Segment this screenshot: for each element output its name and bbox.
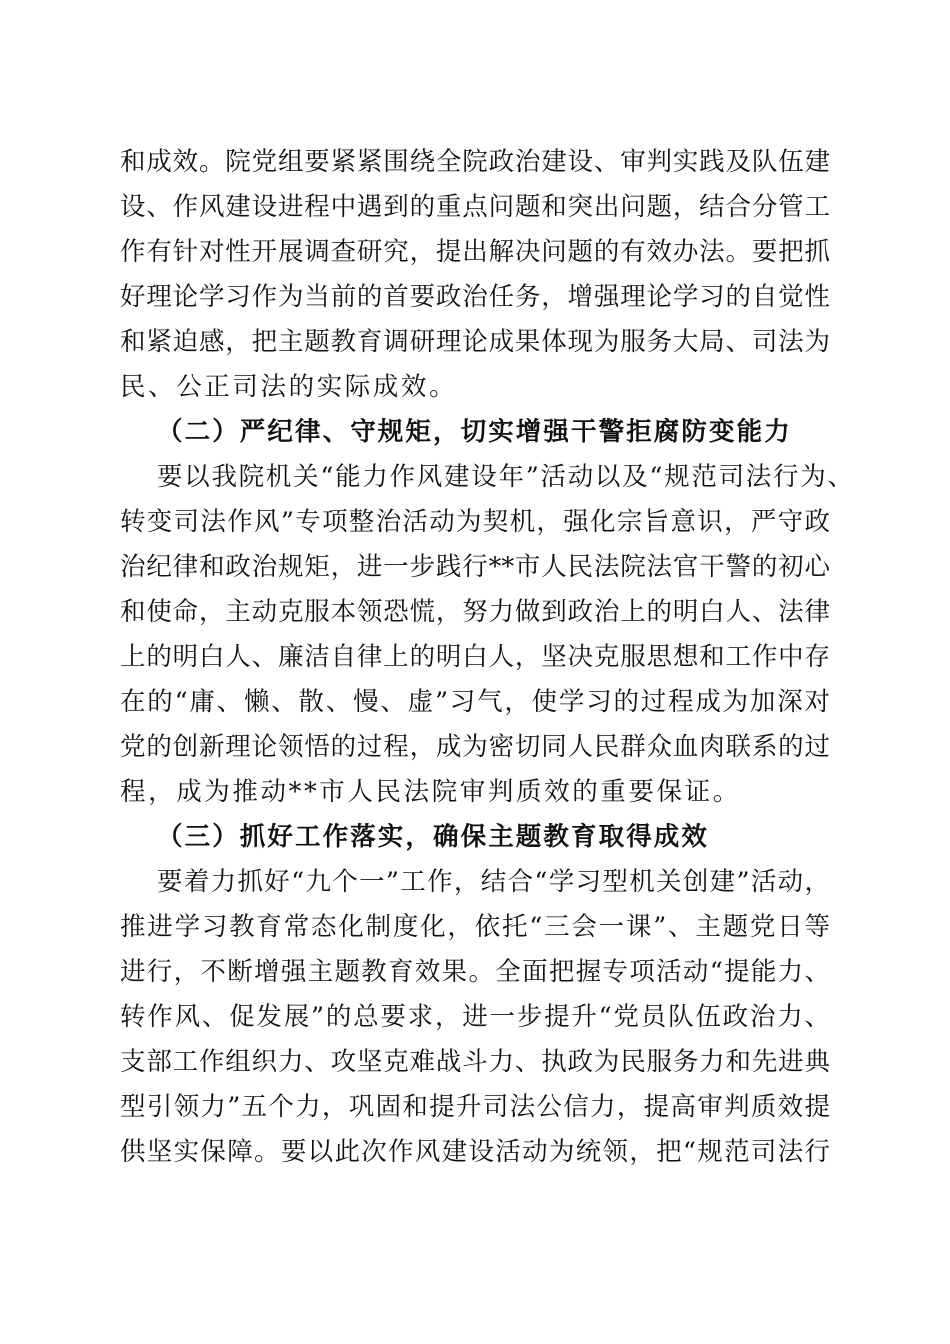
section-heading-2: （二）严纪律、守规矩，切实增强干警拒腐防变能力: [157, 417, 792, 447]
text-line: 上的明白人、廉洁自律上的明白人，坚决克服思想和工作中存: [120, 642, 830, 672]
text-line: 好理论学习作为当前的首要政治任务，增强理论学习的自觉性: [120, 282, 830, 312]
section-heading-3: （三）抓好工作落实，确保主题教育取得成效: [157, 822, 710, 852]
text-line: 在的“庸、懒、散、慢、虚”习气，使学习的过程成为加深对: [120, 687, 830, 717]
text-line: 设、作风建设进程中遇到的重点问题和突出问题，结合分管工: [120, 192, 830, 222]
text-line: 程，成为推动**市人民法院审判质效的重要保证。: [120, 777, 741, 807]
text-line: 供坚实保障。要以此次作风建设活动为统领，把“规范司法行: [120, 1137, 830, 1167]
text-line: 进行，不断增强主题教育效果。全面把握专项活动“提能力、: [120, 957, 830, 987]
text-line: 要以我院机关“能力作风建设年”活动以及“规范司法行为、: [157, 462, 853, 492]
text-line: 治纪律和政治规矩，进一步践行**市人民法院法官干警的初心: [120, 552, 830, 582]
text-line: 党的创新理论领悟的过程，成为密切同人民群众血肉联系的过: [120, 732, 830, 762]
text-line: 作有针对性开展调查研究，提出解决问题的有效办法。要把抓: [120, 237, 830, 267]
text-line: 支部工作组织力、攻坚克难战斗力、执政为民服务力和先进典: [120, 1047, 830, 1077]
text-line: 民、公正司法的实际成效。: [120, 372, 458, 402]
text-line: 转变司法作风”专项整治活动为契机，强化宗旨意识，严守政: [120, 507, 830, 537]
text-line: 要着力抓好“九个一”工作，结合“学习型机关创建”活动，: [157, 867, 830, 897]
text-line: 和使命，主动克服本领恐慌，努力做到政治上的明白人、法律: [120, 597, 830, 627]
text-line: 型引领力”五个力，巩固和提升司法公信力，提高审判质效提: [120, 1092, 830, 1122]
text-line: 转作风、促发展”的总要求，进一步提升“党员队伍政治力、: [120, 1002, 830, 1032]
text-line: 和成效。院党组要紧紧围绕全院政治建设、审判实践及队伍建: [120, 147, 830, 177]
text-line: 推进学习教育常态化制度化，依托“三会一课”、主题党日等: [120, 912, 830, 942]
text-line: 和紧迫感，把主题教育调研理论成果体现为服务大局、司法为: [120, 327, 830, 357]
